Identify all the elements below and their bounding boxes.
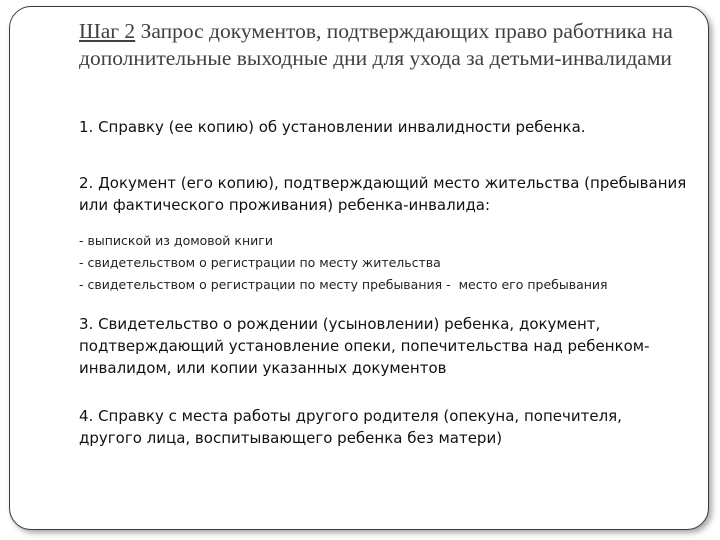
- sub-item-1: - выпиской из домовой книги: [79, 233, 273, 248]
- sub-item-3: - свидетельством о регистрации по месту пребывания - место его пребывания: [79, 277, 608, 292]
- title-text: Запрос документов, подтверждающих право работника на дополнительные выходные дни для ухода за детьми-инвалидами: [79, 19, 673, 70]
- list-item-1: 1. Справку (ее копию) об установлении инвалидности ребенка.: [79, 118, 586, 136]
- slide-title: [79, 18, 689, 72]
- list-item-4: 4. Справку с места работы другого родителя (опекуна, попечителя, другого лица, воспитывающего ребенка без матери): [79, 407, 622, 447]
- list-item-3: 3. Свидетельство о рождении (усыновлении) ребенка, документ, подтверждающий установление опеки, попечительства над ребенком-инвалидом, или копии указанных документов: [79, 315, 650, 377]
- step-label: Шаг 2: [79, 19, 136, 43]
- list-item-2: 2. Документ (его копию), подтверждающий место жительства (пребывания или фактического проживания) ребенка-инвалида:: [79, 174, 687, 214]
- sub-item-2: - свидетельством о регистрации по месту жительства: [79, 255, 441, 270]
- slide-content: [79, 116, 689, 449]
